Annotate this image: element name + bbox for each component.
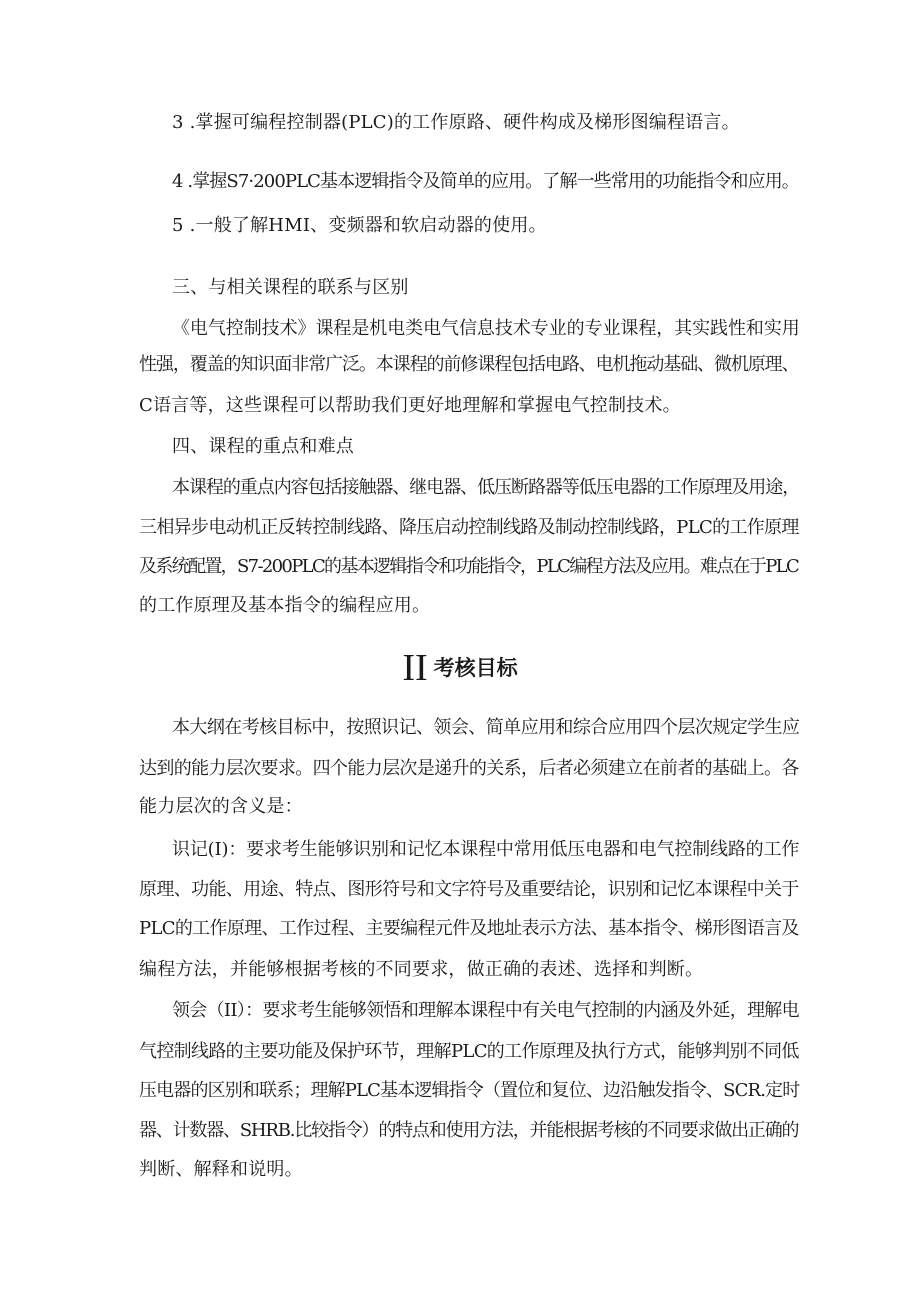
paragraph-line: 能力层次的含义是： [139, 796, 303, 817]
paragraph-line: 本课程的重点内容包括接触器、继电器、低压断路器等低压电器的工作原理及用途， [172, 477, 800, 498]
objective-item-3: 3 .掌握可编程控制器(PLC)的工作原路、硬件构成及梯形图编程语言。 [172, 112, 740, 133]
paragraph-line: 《电气控制技术》课程是机电类电气信息技术专业的专业课程，其实践性和实用 [172, 318, 800, 339]
paragraph-line: 编程方法，并能够根据考核的不同要求，做正确的表述、选择和判断。 [139, 959, 704, 980]
paragraph-line: 的工作原理及基本指令的编程应用。 [139, 595, 431, 616]
paragraph-line: 本大纲在考核目标中，按照识记、领会、简单应用和综合应用四个层次规定学生应 [172, 717, 800, 738]
paragraph-line: 判断、解释和说明。 [139, 1159, 303, 1180]
paragraph-line: 达到的能力层次要求。四个能力层次是递升的关系，后者必须建立在前者的基础上。各 [139, 758, 799, 779]
paragraph-line: 气控制线路的主要功能及保护环节，理解PLC的工作原理及执行方式，能够判别不同低 [139, 1041, 799, 1062]
paragraph-line: 器、计数器、SHRB.比较指令）的特点和使用方法，并能根据考核的不同要求做出正确的 [139, 1120, 799, 1141]
objective-item-4: 4 .掌握S7·200PLC基本逻辑指令及简单的应用。了解一些常用的功能指令和应用。 [172, 171, 799, 192]
chapter-title [0, 648, 920, 688]
objective-item-5: 5 .一般了解HMI、变频器和软启动器的使用。 [172, 215, 547, 236]
chapter-title-text: 考核目标 [433, 656, 518, 680]
paragraph-line: C语言等，这些课程可以帮助我们更好地理解和掌握电气控制技术。 [139, 395, 681, 416]
section-heading-key-points: 四、课程的重点和难点 [172, 436, 354, 457]
paragraph-line: PLC的工作原理、工作过程、主要编程元件及地址表示方法、基本指令、梯形图语言及 [139, 918, 799, 939]
paragraph-line: 识记(I)：要求考生能够识别和记忆本课程中常用低压电器和电气控制线路的工作 [172, 839, 800, 860]
chapter-roman-numeral: II [402, 647, 428, 689]
section-heading-related-courses: 三、与相关课程的联系与区别 [172, 277, 409, 298]
paragraph-line: 性强，覆盖的知识面非常广泛。本课程的前修课程包括电路、电机拖动基础、微机原理、 [139, 354, 799, 375]
paragraph-line: 领会（II）：要求考生能够领悟和理解本课程中有关电气控制的内涵及外延，理解电 [172, 1000, 799, 1021]
paragraph-line: 三相异步电动机正反转控制线路、降压启动控制线路及制动控制线路，PLC的工作原理 [139, 517, 799, 538]
paragraph-line: 压电器的区别和联系；理解PLC基本逻辑指令（置位和复位、边沿触发指令、SCR.定时 [139, 1080, 800, 1101]
paragraph-line: 原理、功能、用途、特点、图形符号和文字符号及重要结论，识别和记忆本课程中关于 [139, 879, 799, 900]
paragraph-line: 及系统配置，S7-200PLC的基本逻辑指令和功能指令，PLC编程方法及应用。难点在于PLC [139, 556, 799, 577]
